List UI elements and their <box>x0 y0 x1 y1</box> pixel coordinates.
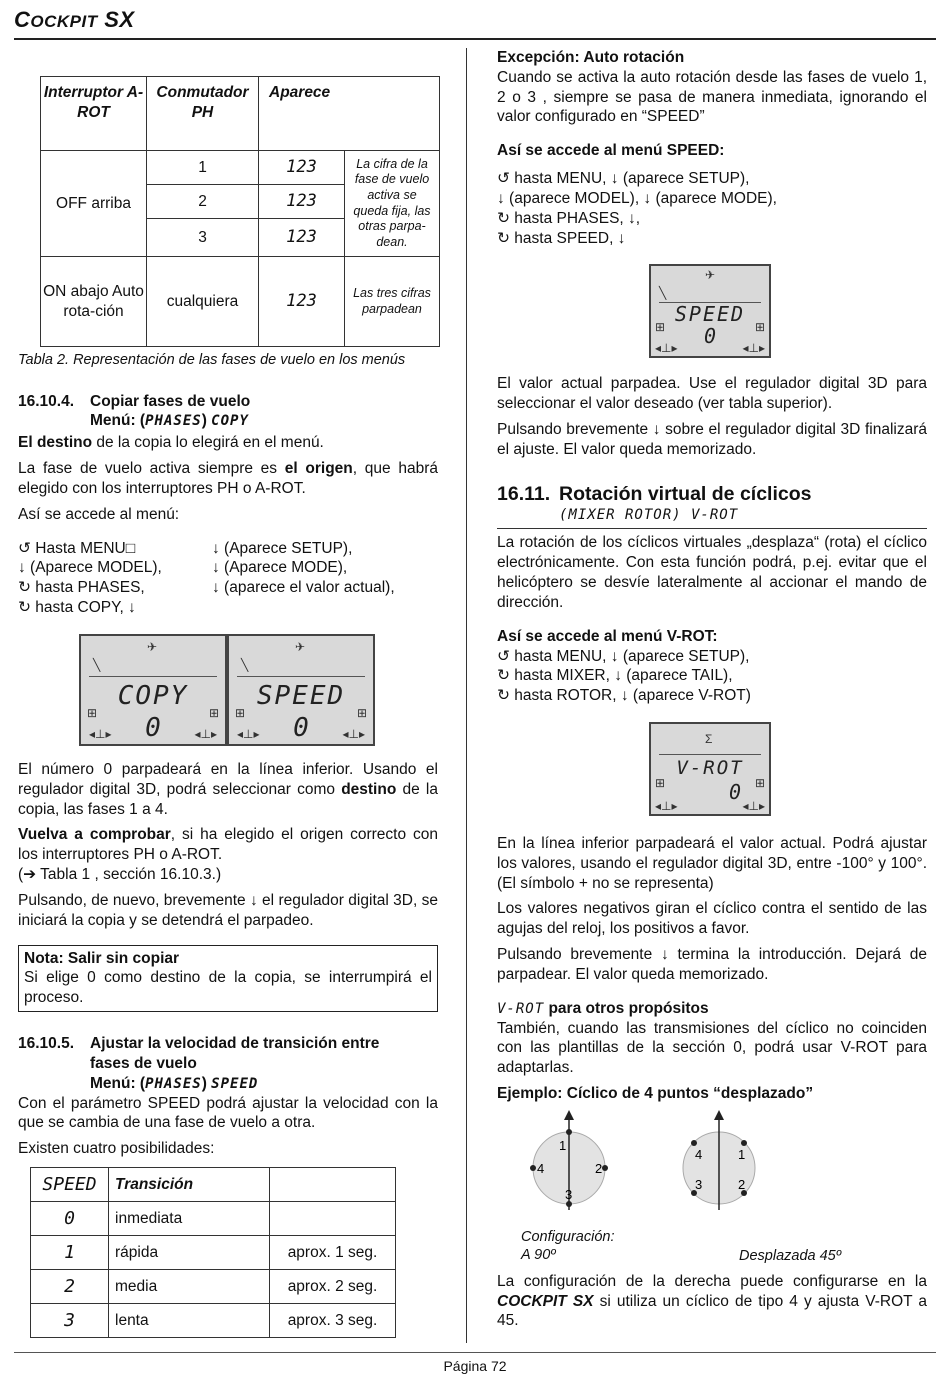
cell-note-off: La cifra de la fase de vuelo activa se queda fija, las otras parpa-dean. <box>345 151 440 257</box>
caption-45: Desplazada 45º <box>739 1247 842 1264</box>
nav-steps-vrot <box>497 647 927 706</box>
trim-icon: ⊞ <box>235 705 246 720</box>
lcd-vrot: Σ ⊞ ⊞ V-ROT 0 ◂⊥▸ ◂⊥▸ <box>649 722 771 816</box>
lcd-pair <box>79 634 438 746</box>
footer-rule <box>14 1352 936 1353</box>
document-header-title: COCKPIT SX <box>14 7 135 32</box>
caption-config: Configuración: <box>521 1228 615 1245</box>
trim-icon: ◂⊥▸ <box>237 726 260 741</box>
svg-text:1: 1 <box>738 1146 746 1162</box>
trim-icon: ⊞ <box>87 705 98 720</box>
para-posibilidades: Existen cuatro posibilidades: <box>18 1140 215 1158</box>
heli-icon: ✈ <box>147 639 158 654</box>
para-destino: El destino de la copia lo elegirá en el menú. <box>18 434 324 452</box>
heli-icon: ✈ <box>295 639 306 654</box>
nav-step: ↻ hasta MIXER, ↓ (aparece TAIL), <box>497 667 733 685</box>
para-linea: En la línea inferior parpadeará el valor actual. Podrá ajustar los valores, usando el regulador digital 3D, entre -100° y 100°. (El símbolo + no se representa) <box>497 834 927 892</box>
section-heading-copy: 16.10.4. Copiar fases de vuelo <box>18 392 251 410</box>
cell-sym-3: 123 <box>259 219 345 257</box>
cell-on: ON abajo Auto rota-ción <box>41 257 147 347</box>
lcd-copy: ✈ ╲ ⊞ ⊞ COPY 0 ◂⊥▸ ◂⊥▸ <box>79 634 227 746</box>
cell-off: OFF arriba <box>41 151 147 257</box>
swashplate-90 <box>530 1110 608 1210</box>
cell-any: cualquiera <box>147 257 259 347</box>
cell-ph-1: 1 <box>147 151 259 185</box>
page-number: Página 72 <box>443 1358 507 1374</box>
nav-step: ↻ hasta SPEED, ↓ <box>497 229 626 247</box>
nav-step: ↓ (aparece MODEL), ↓ (aparece MODE), <box>497 189 777 207</box>
para-numero: El número 0 parpadeará en la línea inferior. Usando el regulador digital 3D, podrá seleccionar como destino de la copia, las fases 1 a 4. <box>18 760 438 818</box>
trim-icon: ⊞ <box>356 705 367 720</box>
nav-steps-speed <box>497 169 927 248</box>
para-pulsando: Pulsando brevemente ↓ sobre el regulador digital 3D finalizará el ajuste. El valor queda memorizado. <box>497 420 927 458</box>
th-interruptor: Interruptor A-ROT <box>41 77 147 151</box>
table-row: 3 lenta aprox. 3 seg. <box>31 1304 396 1338</box>
svg-text:2: 2 <box>595 1160 603 1176</box>
wrench-icon: ╲ <box>93 657 101 672</box>
menu-path-speed: Menú: (PHASES) SPEED <box>90 1074 259 1092</box>
lcd-speed: ✈ ╲ ⊞ ⊞ SPEED 0 ◂⊥▸ ◂⊥▸ <box>227 634 375 746</box>
table-caption: Tabla 2. Representación de las fases de vuelo en los menús <box>18 352 406 368</box>
svg-text:3: 3 <box>695 1176 703 1192</box>
nav-step: ↻ hasta PHASES, ↓, <box>497 209 641 227</box>
svg-text:2: 2 <box>738 1176 746 1192</box>
cell-sym-2: 123 <box>259 185 345 219</box>
nav-step: ↺ Hasta MENU□ <box>18 539 136 557</box>
cell-sym-1: 123 <box>259 151 345 185</box>
cell-note-on: Las tres cifras parpadean <box>345 257 440 347</box>
trim-icon: ◂⊥▸ <box>655 798 678 813</box>
trim-icon: ◂⊥▸ <box>742 341 765 356</box>
trim-icon: ◂⊥▸ <box>742 798 765 813</box>
para-configuracion: La configuración de la derecha puede configurarse en la COCKPIT SX si utiliza un cíclico de tipo 4 y ajusta V-ROT a 45. <box>497 1272 927 1330</box>
trim-icon: ⊞ <box>655 320 666 335</box>
cell-sym-any: 123 <box>259 257 345 347</box>
nav-step: ↺ hasta MENU, ↓ (aparece SETUP), <box>497 170 750 188</box>
para-valor: El valor actual parpadea. Use el regulador digital 3D para seleccionar el valor deseado (ver tabla superior). <box>497 375 927 413</box>
trim-icon: ◂⊥▸ <box>655 341 678 356</box>
svg-text:3: 3 <box>565 1186 573 1202</box>
heli-icon: ✈ <box>705 268 716 283</box>
speed-table <box>30 1167 396 1338</box>
svg-text:4: 4 <box>537 1160 545 1176</box>
flight-phase-table <box>40 76 440 347</box>
exception-title: Excepción: Auto rotación <box>497 49 685 66</box>
access-speed-title: Así se accede al menú SPEED: <box>497 142 725 160</box>
swashplate-diagram <box>497 1110 927 1222</box>
trim-icon: ⊞ <box>655 776 666 791</box>
th-transicion: Transición <box>109 1168 270 1202</box>
nav-step: ↺ hasta MENU, ↓ (aparece SETUP), <box>497 647 750 665</box>
svg-text:1: 1 <box>559 1137 567 1153</box>
para-rotacion: La rotación de los cíclicos virtuales „desplaza“ (rota) el cíclico electrónicamente. Con esta función podrá, p.ej. evitar que el helicóptero se desvíe lateralmente al accionar el mando de dirección. <box>497 534 927 611</box>
th-aparece: Aparece <box>259 77 440 151</box>
section-heading-vrot: 16.11. Rotación virtual de cíclicos <box>497 482 812 505</box>
svg-text:4: 4 <box>695 1146 703 1162</box>
nav-step: ↻ hasta COPY, ↓ <box>18 599 136 617</box>
section-rule <box>497 528 927 529</box>
para-acceso: Así se accede al menú: <box>18 505 180 523</box>
menu-path-copy: Menú: (PHASES) COPY <box>90 412 249 430</box>
caption-90: A 90º <box>521 1247 556 1264</box>
nav-step: ↓ (Aparece MODEL), <box>18 559 162 577</box>
nav-step: ↓ (aparece el valor actual), <box>212 579 395 597</box>
para-ref: (➔ Tabla 1 , sección 16.10.3.) <box>18 866 222 884</box>
example-title: Ejemplo: Cíclico de 4 puntos “desplazado” <box>497 1085 814 1103</box>
para-iniciar: Pulsando, de nuevo, brevemente ↓ el regulador digital 3D, se iniciará la copia y se detendrá el parpadeo. <box>18 891 438 929</box>
cell-ph-3: 3 <box>147 219 259 257</box>
para-negativos: Los valores negativos giran el cíclico contra el sentido de las agujas del reloj, los positivos a favor. <box>497 900 927 938</box>
exception-body: Cuando se activa la auto rotación desde las fases de vuelo 1, 2 o 3 , siempre se pasa de manera inmediata, ignorando el valor configurado en “SPEED” <box>497 68 927 126</box>
para-origen: La fase de vuelo activa siempre es el origen, que habrá elegido con los interruptores PH o A-ROT. <box>18 460 438 497</box>
note-box <box>18 945 438 1012</box>
nav-step: ↻ hasta PHASES, <box>18 579 145 597</box>
para-termina: Pulsando brevemente ↓ termina la introducción. Dejará de parpadear. El valor queda memorizado. <box>497 946 927 983</box>
trim-icon: ⊞ <box>754 320 765 335</box>
column-divider <box>466 48 467 1343</box>
trim-icon: ◂⊥▸ <box>89 726 112 741</box>
vrot-other-title: V-ROT para otros propósitos <box>497 999 709 1017</box>
trim-icon: ⊞ <box>208 705 219 720</box>
nav-step: ↓ (Aparece SETUP), <box>212 539 353 557</box>
trim-icon: ⊞ <box>754 776 765 791</box>
header-rule <box>14 38 936 40</box>
swashplate-45 <box>683 1110 755 1210</box>
para-comprobar: Vuelva a comprobar, si ha elegido el origen correcto con los interruptores PH o A-ROT. <box>18 826 438 864</box>
th-conmutador: Conmutador PH <box>147 77 259 151</box>
note-title: Nota: Salir sin copiar <box>24 949 180 967</box>
sigma-icon: Σ <box>705 732 713 747</box>
access-vrot-title: Así se accede al menú V-ROT: <box>497 627 718 645</box>
trim-icon: ◂⊥▸ <box>194 726 217 741</box>
diagram-captions <box>521 1228 927 1266</box>
para-speed: Con el parámetro SPEED podrá ajustar la velocidad con la que se cambia de una fase de vuelo a otra. <box>18 1094 438 1132</box>
right-column <box>497 48 927 1337</box>
nav-step: ↓ (Aparece MODE), <box>212 559 348 577</box>
table-row: 0 inmediata <box>31 1202 396 1236</box>
wrench-icon: ╲ <box>659 286 667 301</box>
wrench-icon: ╲ <box>241 657 249 672</box>
th-speed: SPEED <box>31 1168 109 1202</box>
nav-steps-copy <box>18 539 438 618</box>
nav-step: ↻ hasta ROTOR, ↓ (aparece V-ROT) <box>497 687 751 705</box>
section-heading-speed: 16.10.5. Ajustar la velocidad de transición entre <box>18 1035 380 1053</box>
section-subheading-vrot: (MIXER ROTOR) V-ROT <box>559 506 739 523</box>
left-column <box>18 48 438 1338</box>
table-row: 2 media aprox. 2 seg. <box>31 1270 396 1304</box>
section-heading-speed-2: fases de vuelo <box>90 1054 197 1072</box>
trim-icon: ◂⊥▸ <box>342 726 365 741</box>
para-tambien: También, cuando las transmisiones del cíclico no coinciden con las plantillas de la sección 0, podrá usar V-ROT para adaptarlas. <box>497 1019 927 1077</box>
cell-ph-2: 2 <box>147 185 259 219</box>
nav-step <box>212 598 438 618</box>
lcd-speed-right: ✈ ╲ ⊞ ⊞ SPEED 0 ◂⊥▸ ◂⊥▸ <box>649 264 771 358</box>
note-body: Si elige 0 como destino de la copia, se interrumpirá el proceso. <box>24 969 432 1007</box>
table-row: 1 rápida aprox. 1 seg. <box>31 1236 396 1270</box>
